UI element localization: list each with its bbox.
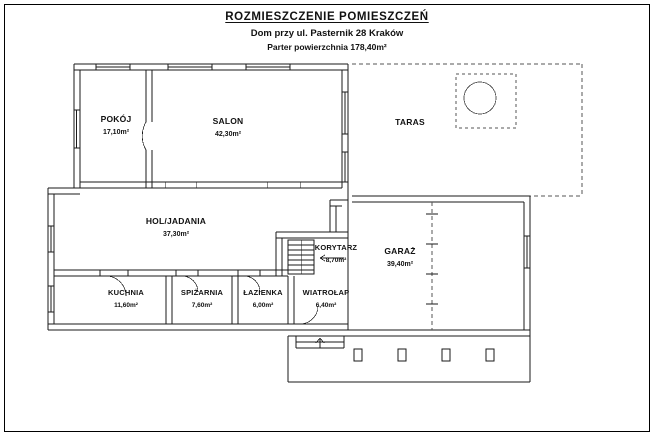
- room-area-spizarnia: 7,60m²: [191, 302, 213, 309]
- room-area-garaz: 39,40m²: [386, 261, 414, 268]
- page-title: ROZMIESZCZENIE POMIESZCZEŃ: [225, 11, 429, 23]
- room-name-lazienka: ŁAZIENKA: [243, 288, 283, 297]
- room-area-pokoj: 17,10m²: [102, 129, 130, 136]
- room-name-pokoj: POKÓJ: [100, 114, 132, 124]
- room-area-hol: 37,30m²: [162, 231, 190, 238]
- area-subtitle: Parter powierzchnia 178,40m²: [267, 42, 387, 52]
- room-name-salon: SALON: [212, 116, 244, 126]
- room-label-salon: [188, 116, 268, 140]
- address-subtitle: Dom przy ul. Pasternik 28 Kraków: [250, 28, 404, 39]
- room-name-wiatrolap: WIATROŁAP: [302, 288, 350, 297]
- room-label-taras: [370, 117, 450, 130]
- room-area-kuchnia: 11,60m²: [114, 302, 138, 309]
- room-name-korytarz: KORYTARZ: [314, 243, 358, 252]
- room-label-wiatrolap: [288, 287, 364, 311]
- room-area-korytarz: 8,70m²: [325, 257, 347, 264]
- room-label-hol: [126, 216, 226, 240]
- room-area-wiatrolap: 6,40m²: [315, 302, 337, 309]
- room-name-kuchnia: KUCHNIA: [108, 288, 144, 297]
- room-label-pokoj: [76, 114, 156, 138]
- room-label-kuchnia: [86, 287, 166, 311]
- room-area-salon: 42,30m²: [214, 131, 242, 138]
- room-name-hol: HOL/JADANIA: [145, 216, 207, 226]
- room-label-garaz: [362, 246, 438, 270]
- room-area-lazienka: 6,00m²: [252, 302, 274, 309]
- room-name-spizarnia: SPIŻARNIA: [180, 288, 224, 297]
- room-name-taras: TARAS: [395, 117, 425, 127]
- room-name-garaz: GARAŻ: [384, 246, 416, 256]
